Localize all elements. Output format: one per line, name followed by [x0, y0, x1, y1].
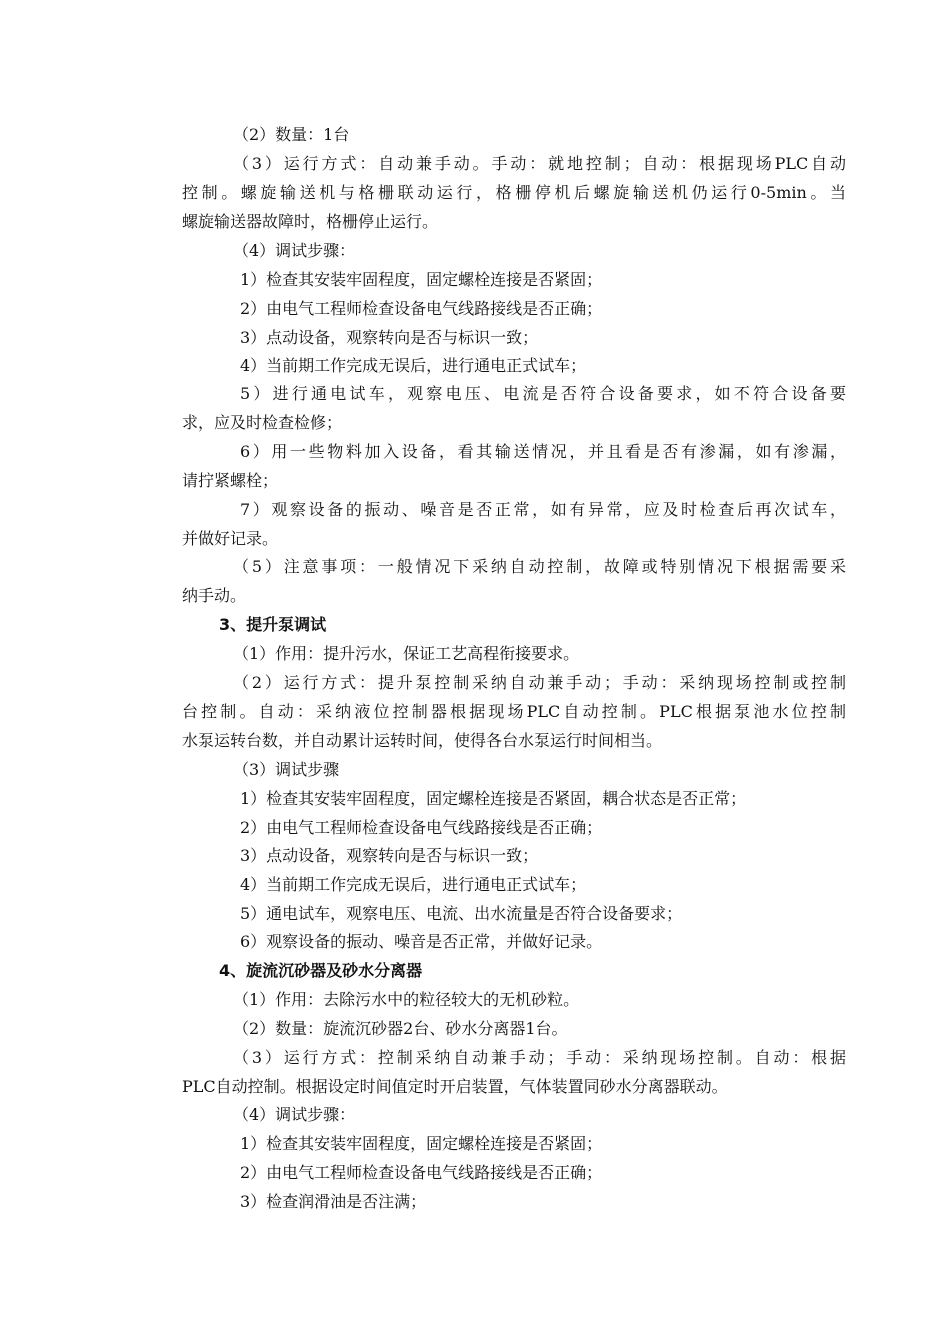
step-item: 4）当前期工作完成无误后，进行通电正式试车；	[240, 875, 587, 894]
step-item: 1）检查其安装牢固程度，固定螺栓连接是否紧固，耦合状态是否正常；	[240, 789, 747, 808]
step-item: 6）观察设备的振动、噪音是否正常，并做好记录。	[240, 932, 603, 951]
step-item: 5）通电试车，观察电压、电流、出水流量是否符合设备要求；	[240, 904, 683, 923]
purpose-line: （1）作用：提升污水，保证工艺高程衔接要求。	[233, 644, 580, 663]
purpose-line: （1）作用：去除污水中的粒径较大的无机砂粒。	[233, 990, 580, 1009]
step-item: 3）检查润滑油是否注满；	[240, 1192, 427, 1211]
operation-line: PLC自动控制。根据设定时间值定时开启装置，气体装置同砂水分离器联动。	[182, 1077, 728, 1096]
step-item-continued: 求，应及时检查检修；	[182, 413, 343, 432]
operation-line: 控制。螺旋输送机与格栅联动运行，格栅停机后螺旋输送机仍运行0-5min。当	[182, 183, 846, 202]
step-item: 4）当前期工作完成无误后，进行通电正式试车；	[240, 356, 587, 375]
operation-line: （2）运行方式：提升泵控制采纳自动兼手动；手动：采纳现场控制或控制	[233, 673, 846, 692]
steps-heading: （3）调试步骤	[233, 760, 340, 779]
notes-line: （5）注意事项：一般情况下采纳自动控制，故障或特别情况下根据需要采	[233, 557, 846, 576]
step-item: 2）由电气工程师检查设备电气线路接线是否正确；	[240, 299, 603, 318]
section-heading: 4、旋流沉砂器及砂水分离器	[219, 961, 423, 980]
step-item: 5）进行通电试车，观察电压、电流是否符合设备要求，如不符合设备要	[240, 384, 846, 403]
step-item: 6）用一些物料加入设备，看其输送情况，并且看是否有渗漏，如有渗漏，	[240, 442, 846, 461]
step-item: 3）点动设备，观察转向是否与标识一致；	[240, 846, 539, 865]
operation-line: 水泵运转台数，并自动累计运转时间，使得各台水泵运行时间相当。	[182, 731, 663, 750]
steps-heading: （4）调试步骤：	[233, 1105, 356, 1124]
step-item: 1）检查其安装牢固程度，固定螺栓连接是否紧固；	[240, 270, 603, 289]
quantity-line: （2）数量：旋流沉砂器2台、砂水分离器1台。	[233, 1019, 568, 1038]
step-item: 7）观察设备的振动、噪音是否正常，如有异常，应及时检查后再次试车，	[240, 500, 846, 519]
operation-line: 台控制。自动：采纳液位控制器根据现场PLC自动控制。PLC根据泵池水位控制	[182, 702, 846, 721]
operation-line: （3）运行方式：自动兼手动。手动：就地控制；自动：根据现场PLC自动	[233, 154, 846, 173]
step-item: 3）点动设备，观察转向是否与标识一致；	[240, 328, 539, 347]
operation-line: 螺旋输送器故障时，格栅停止运行。	[182, 212, 439, 231]
step-item: 2）由电气工程师检查设备电气线路接线是否正确；	[240, 1163, 603, 1182]
step-item-continued: 请拧紧螺栓；	[182, 471, 279, 490]
step-item: 2）由电气工程师检查设备电气线路接线是否正确；	[240, 818, 603, 837]
step-item: 1）检查其安装牢固程度，固定螺栓连接是否紧固；	[240, 1134, 603, 1153]
quantity-line: （2）数量：1台	[233, 125, 350, 144]
section-heading: 3、提升泵调试	[219, 615, 327, 634]
operation-line: （3）运行方式：控制采纳自动兼手动；手动：采纳现场控制。自动：根据	[233, 1048, 846, 1067]
steps-heading: （4）调试步骤：	[233, 241, 356, 260]
step-item-continued: 并做好记录。	[182, 529, 279, 548]
notes-line: 纳手动。	[182, 586, 247, 605]
